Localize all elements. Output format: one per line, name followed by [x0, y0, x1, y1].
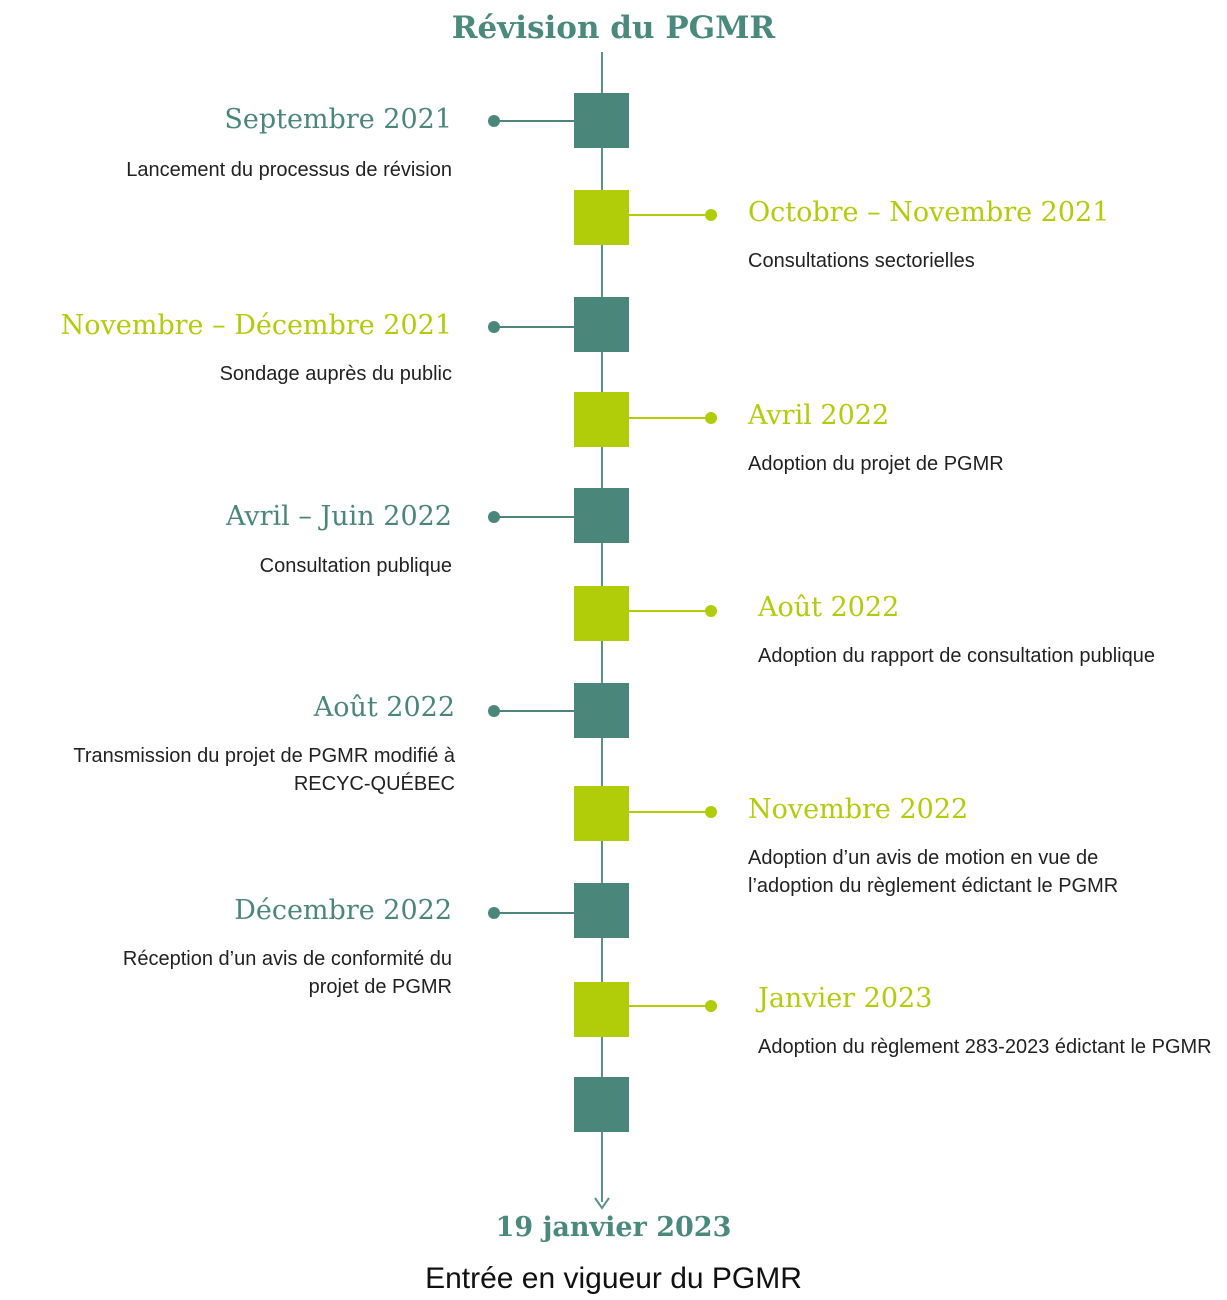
timeline-dot — [488, 705, 500, 717]
timeline-arrow-icon — [593, 1194, 611, 1212]
event-description: Sondage auprès du public — [219, 363, 452, 385]
timeline-marker — [574, 93, 629, 148]
event-description: Lancement du processus de révision — [126, 159, 452, 181]
event-date: Août 2022 — [313, 692, 455, 723]
timeline-connector — [496, 516, 574, 518]
event-description: Adoption du rapport de consultation publique — [758, 645, 1155, 667]
timeline-dot — [705, 209, 717, 221]
timeline-dot — [488, 907, 500, 919]
final-label: Entrée en vigueur du PGMR — [425, 1262, 802, 1295]
timeline-marker — [574, 297, 629, 352]
event-date: Avril – Juin 2022 — [225, 501, 452, 532]
timeline-dot — [488, 115, 500, 127]
event-description: Adoption du règlement 283-2023 édictant le PGMR — [758, 1036, 1212, 1058]
timeline-title: Révision du PGMR — [451, 10, 776, 46]
timeline-connector — [496, 710, 574, 712]
timeline-marker — [574, 683, 629, 738]
event-date: Décembre 2022 — [234, 895, 452, 926]
timeline-dot — [705, 412, 717, 424]
event-description: Adoption d’un avis de motion en vue de l’adoption du règlement édictant le PGMR — [748, 847, 1119, 897]
timeline-dot — [705, 806, 717, 818]
timeline-connector — [629, 610, 711, 612]
timeline-connector — [629, 417, 711, 419]
event-date: Novembre 2022 — [748, 794, 969, 825]
event-description: Consultations sectorielles — [748, 250, 975, 272]
timeline-dot — [705, 1000, 717, 1012]
event-date: Août 2022 — [758, 592, 900, 623]
timeline-connector — [629, 1005, 711, 1007]
event-description: Adoption du projet de PGMR — [748, 453, 1004, 475]
event-description: Consultation publique — [259, 555, 452, 577]
event-description: Réception d’un avis de conformité du projet de PGMR — [122, 948, 452, 998]
timeline-marker — [574, 488, 629, 543]
event-description: Transmission du projet de PGMR modifié à RECYC-QUÉBEC — [73, 745, 455, 795]
timeline-marker — [574, 392, 629, 447]
timeline-dot — [705, 605, 717, 617]
timeline-marker — [574, 786, 629, 841]
event-date: Septembre 2021 — [224, 104, 452, 135]
timeline-marker — [574, 190, 629, 245]
final-date: 19 janvier 2023 — [495, 1212, 732, 1243]
event-date: Novembre – Décembre 2021 — [60, 310, 452, 341]
timeline-connector — [629, 811, 711, 813]
event-date: Janvier 2023 — [758, 983, 933, 1014]
timeline-connector — [496, 912, 574, 914]
timeline-marker — [574, 982, 629, 1037]
timeline-connector — [629, 214, 711, 216]
timeline-marker — [574, 586, 629, 641]
event-date: Octobre – Novembre 2021 — [748, 197, 1110, 228]
timeline-marker — [574, 883, 629, 938]
timeline-dot — [488, 321, 500, 333]
timeline-connector — [496, 326, 574, 328]
event-date: Avril 2022 — [748, 400, 890, 431]
timeline-dot — [488, 511, 500, 523]
timeline-marker-final — [574, 1077, 629, 1132]
timeline-connector — [496, 120, 574, 122]
